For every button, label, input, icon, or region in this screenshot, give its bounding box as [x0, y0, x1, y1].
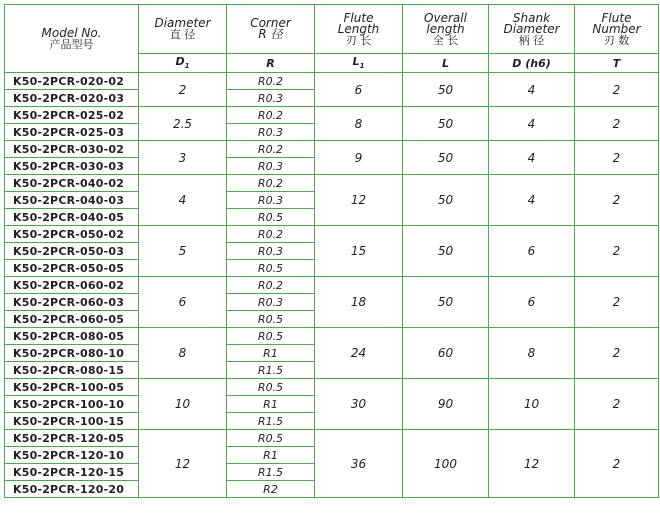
model-cell: K50-2PCR-040-02 [5, 175, 139, 192]
overall-length-cell: 50 [403, 277, 489, 328]
shank-diameter-cell: 10 [489, 379, 575, 430]
flute-length-cell: 8 [315, 107, 403, 141]
corner-radius-cell: R0.3 [227, 192, 315, 209]
flute-length-cell: 30 [315, 379, 403, 430]
model-cell: K50-2PCR-100-10 [5, 396, 139, 413]
header-overall-length [403, 5, 489, 54]
symbol-diameter-sub: 1 [184, 62, 190, 71]
flute-length-cell: 12 [315, 175, 403, 226]
header-corner-en2: R 径 [258, 27, 283, 41]
symbol-overall-length-text: L [441, 56, 449, 70]
model-cell: K50-2PCR-050-05 [5, 260, 139, 277]
model-cell: K50-2PCR-060-03 [5, 294, 139, 311]
flute-number-cell: 2 [575, 175, 659, 226]
symbol-diameter [139, 54, 227, 73]
corner-radius-cell: R1 [227, 396, 315, 413]
corner-radius-cell: R1.5 [227, 413, 315, 430]
diameter-cell: 10 [139, 379, 227, 430]
symbol-overall-length [403, 54, 489, 73]
model-cell: K50-2PCR-100-05 [5, 379, 139, 396]
table-row [5, 141, 659, 158]
model-cell: K50-2PCR-080-10 [5, 345, 139, 362]
corner-radius-cell: R1.5 [227, 464, 315, 481]
header-corner-en: Corner [250, 16, 291, 30]
flute-number-cell: 2 [575, 73, 659, 107]
model-cell: K50-2PCR-120-20 [5, 481, 139, 498]
header-overall-length-en: Overall [424, 10, 467, 25]
corner-radius-cell: R0.2 [227, 277, 315, 294]
table-row [5, 73, 659, 90]
shank-diameter-cell: 8 [489, 328, 575, 379]
corner-radius-cell: R1.5 [227, 362, 315, 379]
header-flute-number-en: Flute [601, 10, 632, 25]
symbol-flute-length [315, 54, 403, 73]
table-row [5, 226, 659, 243]
table-row [5, 175, 659, 192]
spec-body [5, 73, 659, 498]
header-flute-number-en2: Number [592, 21, 641, 36]
corner-radius-cell: R0.2 [227, 175, 315, 192]
diameter-cell: 4 [139, 175, 227, 226]
flute-number-cell: 2 [575, 277, 659, 328]
table-row [5, 430, 659, 447]
corner-radius-cell: R0.2 [227, 107, 315, 124]
header-flute-number [575, 5, 659, 54]
model-cell: K50-2PCR-120-15 [5, 464, 139, 481]
symbol-flute-number-text: T [612, 56, 621, 70]
diameter-cell: 8 [139, 328, 227, 379]
model-cell: K50-2PCR-025-03 [5, 124, 139, 141]
model-cell: K50-2PCR-100-15 [5, 413, 139, 430]
header-diameter-en: Diameter [154, 16, 211, 30]
header-shank-diameter [489, 5, 575, 54]
shank-diameter-cell: 4 [489, 73, 575, 107]
overall-length-cell: 100 [403, 430, 489, 498]
header-flute-length [315, 5, 403, 54]
symbol-flute-length-text: L [352, 55, 360, 69]
corner-radius-cell: R0.3 [227, 243, 315, 260]
corner-radius-cell: R0.3 [227, 158, 315, 175]
flute-number-cell: 2 [575, 141, 659, 175]
shank-diameter-cell: 6 [489, 277, 575, 328]
corner-radius-cell: R1 [227, 345, 315, 362]
corner-radius-cell: R0.2 [227, 73, 315, 90]
header-overall-length-cn: 全 长 [432, 33, 459, 47]
overall-length-cell: 50 [403, 73, 489, 107]
symbol-corner-text: R [266, 56, 275, 70]
corner-radius-cell: R0.3 [227, 90, 315, 107]
model-cell: K50-2PCR-050-03 [5, 243, 139, 260]
shank-diameter-cell: 6 [489, 226, 575, 277]
diameter-cell: 5 [139, 226, 227, 277]
model-cell: K50-2PCR-030-03 [5, 158, 139, 175]
header-flute-length-cn: 刃 长 [345, 33, 372, 47]
header-flute-number-cn: 刃 数 [603, 33, 630, 47]
model-cell: K50-2PCR-020-02 [5, 73, 139, 90]
header-shank-cn: 柄 径 [518, 33, 545, 47]
model-cell: K50-2PCR-020-03 [5, 90, 139, 107]
model-cell: K50-2PCR-050-02 [5, 226, 139, 243]
flute-length-cell: 36 [315, 430, 403, 498]
corner-radius-cell: R0.5 [227, 311, 315, 328]
model-cell: K50-2PCR-040-05 [5, 209, 139, 226]
flute-number-cell: 2 [575, 379, 659, 430]
header-diameter-cn: 直 径 [169, 28, 196, 41]
symbol-corner [227, 54, 315, 73]
header-shank-en: Shank [512, 10, 551, 25]
diameter-cell: 2.5 [139, 107, 227, 141]
header-overall-length-en2: length [426, 21, 465, 36]
corner-radius-cell: R0.5 [227, 260, 315, 277]
model-cell: K50-2PCR-080-05 [5, 328, 139, 345]
header-model-cn: 产品型号 [49, 37, 94, 51]
header-flute-length-en: Flute [343, 10, 374, 25]
overall-length-cell: 50 [403, 175, 489, 226]
header-corner [227, 5, 315, 54]
flute-length-cell: 24 [315, 328, 403, 379]
shank-diameter-cell: 4 [489, 107, 575, 141]
model-cell: K50-2PCR-120-10 [5, 447, 139, 464]
model-cell: K50-2PCR-040-03 [5, 192, 139, 209]
symbol-flute-number [575, 54, 659, 73]
model-cell: K50-2PCR-080-15 [5, 362, 139, 379]
flute-length-cell: 15 [315, 226, 403, 277]
diameter-cell: 3 [139, 141, 227, 175]
model-cell: K50-2PCR-060-05 [5, 311, 139, 328]
flute-length-cell: 18 [315, 277, 403, 328]
header-diameter [139, 5, 227, 54]
shank-diameter-cell: 12 [489, 430, 575, 498]
corner-radius-cell: R0.3 [227, 294, 315, 311]
header-model [5, 5, 139, 73]
corner-radius-cell: R1 [227, 447, 315, 464]
table-row [5, 107, 659, 124]
diameter-cell: 6 [139, 277, 227, 328]
header-shank-en2: Diameter [503, 21, 560, 36]
model-cell: K50-2PCR-025-02 [5, 107, 139, 124]
corner-radius-cell: R0.5 [227, 379, 315, 396]
flute-number-cell: 2 [575, 328, 659, 379]
flute-number-cell: 2 [575, 107, 659, 141]
overall-length-cell: 50 [403, 107, 489, 141]
corner-radius-cell: R0.5 [227, 328, 315, 345]
header-model-en: Model No. [41, 25, 102, 40]
header-row [5, 5, 659, 54]
symbol-shank-text: D (h6) [512, 56, 551, 70]
table-row [5, 379, 659, 396]
flute-number-cell: 2 [575, 226, 659, 277]
flute-number-cell: 2 [575, 430, 659, 498]
corner-radius-cell: R0.5 [227, 209, 315, 226]
overall-length-cell: 50 [403, 226, 489, 277]
shank-diameter-cell: 4 [489, 175, 575, 226]
spec-table [4, 4, 659, 498]
corner-radius-cell: R2 [227, 481, 315, 498]
overall-length-cell: 60 [403, 328, 489, 379]
corner-radius-cell: R0.5 [227, 430, 315, 447]
overall-length-cell: 90 [403, 379, 489, 430]
flute-length-cell: 6 [315, 73, 403, 107]
symbol-shank [489, 54, 575, 73]
flute-length-cell: 9 [315, 141, 403, 175]
model-cell: K50-2PCR-060-02 [5, 277, 139, 294]
corner-radius-cell: R0.2 [227, 226, 315, 243]
table-row [5, 277, 659, 294]
model-cell: K50-2PCR-120-05 [5, 430, 139, 447]
diameter-cell: 2 [139, 73, 227, 107]
header-flute-length-en2: Length [337, 21, 380, 36]
corner-radius-cell: R0.3 [227, 124, 315, 141]
corner-radius-cell: R0.2 [227, 141, 315, 158]
diameter-cell: 12 [139, 430, 227, 498]
overall-length-cell: 50 [403, 141, 489, 175]
symbol-flute-length-sub: 1 [359, 62, 365, 71]
model-cell: K50-2PCR-030-02 [5, 141, 139, 158]
symbol-diameter-text: D [175, 55, 185, 69]
table-row [5, 328, 659, 345]
shank-diameter-cell: 4 [489, 141, 575, 175]
